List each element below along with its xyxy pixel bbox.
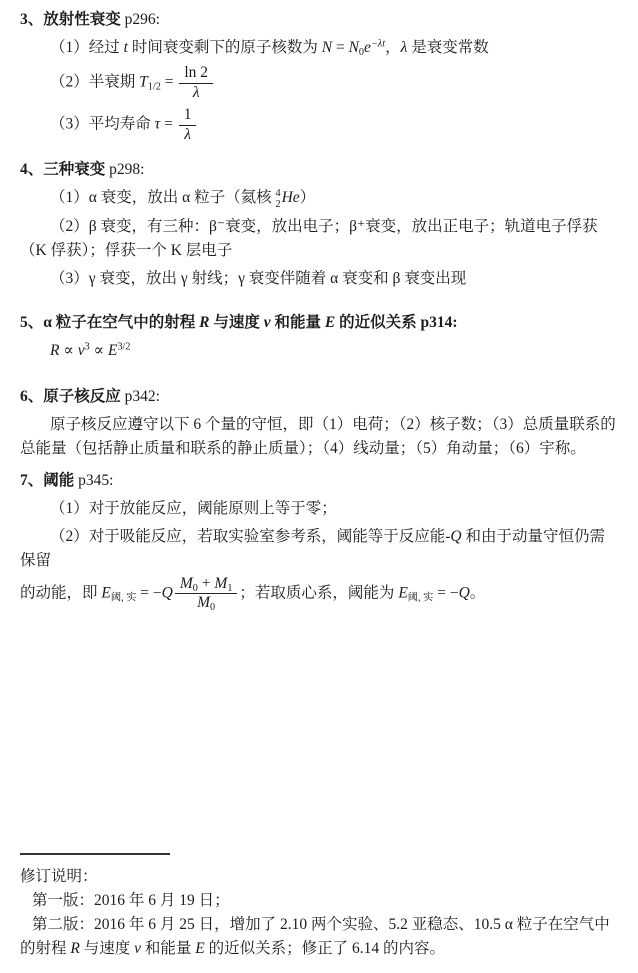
section-7-heading [20,469,618,493]
conservation-laws-paragraph: 原子核反应遵守以下 6 个量的守恒，即（1）电荷；（2）核子数；（3）总质量联系的总能量（包括静止质量和联系的静止质量）；（4）线动量；（5）角动量；（6）宇称。 [20,415,616,457]
section-6-nuclear-reactions [20,385,618,461]
first-edition-line: 第一版：2016 年 6 月 19 日； [32,892,230,909]
beta-decay-line: （2）β 衰变，有三种：β⁻衰变，放出电子；β⁺衰变，放出正电子；轨道电子俘获（K 俘获）；俘获一个 K 层电子 [20,217,598,259]
section-4-title: 4、三种衰变 [20,161,106,179]
section-6-title: 6、原子核反应 [20,387,121,405]
section-3-radioactive-decay [20,8,618,144]
section-3-page-ref: p296: [120,11,160,28]
section-7-title: 7、阈能 [20,471,75,489]
threshold-energy-formula-line: 的动能，即 $E_{阈, 实} = -Q$ $\frac{M_0 + M_1}{M_0}$ ；若取质心系，阈能为 $E_{阈, 实} = -Q$。 [20,574,486,614]
separator-line [20,853,170,855]
revision-note [20,853,618,961]
section-7-threshold-energy [20,469,618,613]
section-5-heading: 5、α 粒子在空气中的射程 R 与速度 v 和能量 E 的近似关系 p314: [20,313,458,331]
endothermic-reaction-line: （2）对于吸能反应，若取实验室参考系，阈能等于反应能-Q 和由于动量守恒仍需保留 [20,527,606,569]
section-7-page-ref: p345: [74,471,114,489]
section-3-heading [20,8,618,32]
section-3-title: 3、放射性衰变 [20,11,121,28]
section-4-three-decays [20,158,618,290]
exothermic-reaction-line: （1）对于放能反应，阈能原则上等于零； [50,499,337,517]
section-6-heading [20,385,618,409]
decay-count-formula-line: （1）经过 t 时间衰变剩下的原子核数为 $N = N_0e^{-\lambda t}$，λ 是衰变常数 [50,38,489,59]
gamma-decay-line: （3）γ 衰变，放出 γ 射线；γ 衰变伴随着 α 衰变和 β 衰变出现 [50,269,467,287]
second-edition-line: 第二版：2016 年 6 月 25 日，增加了 2.10 两个实验、5.2 亚稳态、10.5 α 粒子在空气中的射程 R 与速度 v 和能量 E 的近似关系；修正了 6.14 的内容。 [20,916,610,957]
section-5-alpha-range [20,311,618,363]
mean-lifetime-formula-line: （3）平均寿命 τ = $\frac{1}{\lambda}$ [20,106,618,144]
section-4-page-ref: p298: [105,161,145,179]
half-life-formula-line: （2）半衰期 $T_{1/2}$ = $\frac{\ln 2}{\lambda}$ [20,64,618,102]
alpha-decay-line: （1）α 衰变，放出 α 粒子（氦核 4 2 He） [50,188,316,211]
range-velocity-energy-formula: $R \propto v^3 \propto E^{3/2}$ [50,341,131,359]
revision-note-title: 修订说明： [20,868,98,885]
section-6-page-ref: p342: [120,387,160,405]
section-4-heading [20,158,618,182]
